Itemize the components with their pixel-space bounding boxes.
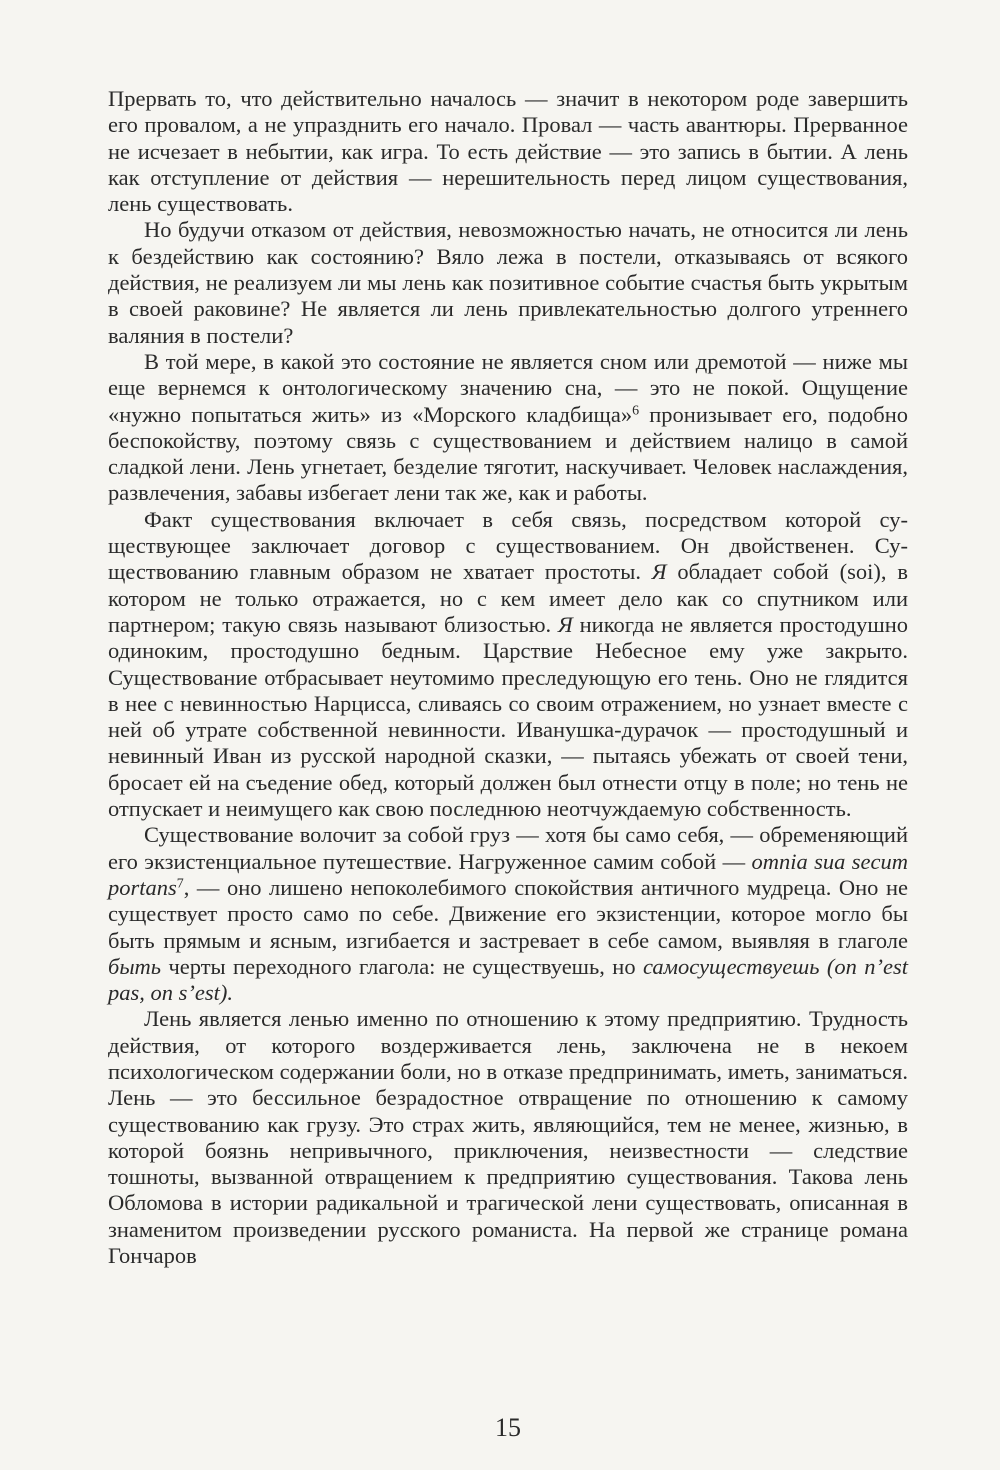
paragraph (108, 86, 908, 217)
italic-text: Я (651, 559, 667, 585)
italic-text: omnia sua secum portans (108, 848, 909, 900)
page-body (108, 86, 908, 1269)
paragraph (108, 822, 908, 1006)
italic-text: быть (108, 953, 162, 979)
text-run: черты переходного глагола: не существуешь, но (161, 953, 643, 979)
text-run: обладает собой (soi), в котором не только отражается, но с кем имеет дело как со спутником или партнером; такую связь называют близостью. (108, 559, 908, 637)
text-run: Факт существования включает в себя связь, посредством которой существующее заключает договор с существованием. Он двойственен. Существованию главным образом не хватает простоты. (108, 506, 908, 585)
italic-text: Я (558, 611, 573, 637)
paragraph (108, 507, 908, 823)
italic-text: самосуществуешь (on n’est pas, on s’est). (108, 953, 909, 1006)
text-run: никогда не является простодушно одиноким, простодушно бедным. Царствие Небесное ему уже закрыто. Существование отбрасывает неутомимо преследующую его тень. Оно не глядится в нее с невинностью Нарцисса, сливаясь со своим отражением, но узнает вместе с ней об утрате собственной невинности. Иванушка-дурачок — простодушный и невинный Иван из русской народной сказки, — пытаясь убежать от своей тени, бросает ей на съедение обед, который должен был отнести отцу в поле; но тень не отпускает и неимущего как свою последнюю неотчуждаемую собственность. (108, 611, 908, 822)
text-run: пронизывает его, подобно беспокойству, поэтому связь с существованием и действием налицо в самой сладкой лени. Лень угнетает, безделие тяготит, наскучивает. Человек наслаждения, развлечения, забавы избегает лени так же, как и работы. (108, 401, 908, 506)
text-run: Лень является ленью именно по отношению к этому предприятию. Трудность действия, от которого воздерживается лень, заключена не в некоем психологическом содержании боли, но в отказе предпринимать, иметь, заниматься. Лень — это бессильное безрадостное отвращение по отношению к самому существованию как грузу. Это страх жить, являющийся, тем не менее, жизнью, в которой боязнь непривычного, приключения, неизвестности — следствие тошноты, вызванной отвращением к предприятию существования. Такова лень Обломова в истории радикальной и трагической лени существовать, описанная в знаменитом произведении русского романиста. На первой же странице романа Гончаров (108, 1006, 908, 1269)
paragraph (108, 1006, 908, 1269)
paragraph (108, 217, 908, 348)
text-run: Но будучи отказом от действия, невозможностью начать, не относится ли лень к бездействию как состоянию? Вяло лежа в постели, отказываясь от всякого действия, не реализуем ли мы лень как позитивное событие счастья быть укрытым в своей раковине? Не является ли лень привлекательностью долгого утреннего валяния в постели? (108, 217, 908, 348)
text-run: Существование волочит за собой груз — хотя бы само себя, — обременяющий его экзистенциальное путешествие. Нагруженное самим собой — (108, 822, 908, 874)
text-run: Прервать то, что действительно началось — значит в некотором роде завершить его провалом, а не упразднить его начало. Провал — часть авантюры. Прерванное не исчезает в небытии, как игра. То есть действие — это запись в бытии. А лень как отступление от действия — нерешительность перед лицом существования, лень существовать. (108, 86, 908, 217)
page-number: 15 (495, 1413, 521, 1442)
text-run: , — оно лишено непоколебимого спокойствия античного мудреца. Оно не существует просто само по себе. Движение его экзистенции, которое могло бы быть прямым и ясным, изгибается и застревает в себе самом, выявляя в глаголе (108, 874, 908, 953)
text-run: В той мере, в какой это состояние не является сном или дремотой — ниже мы еще вернемся к онтологическому значению сна, — это не покой. Ощущение «нужно попытаться жить» из «Морского кладбища» (108, 348, 908, 427)
paragraph (108, 349, 908, 507)
footnote-marker: 6 (632, 402, 640, 418)
footnote-marker: 7 (176, 876, 184, 892)
